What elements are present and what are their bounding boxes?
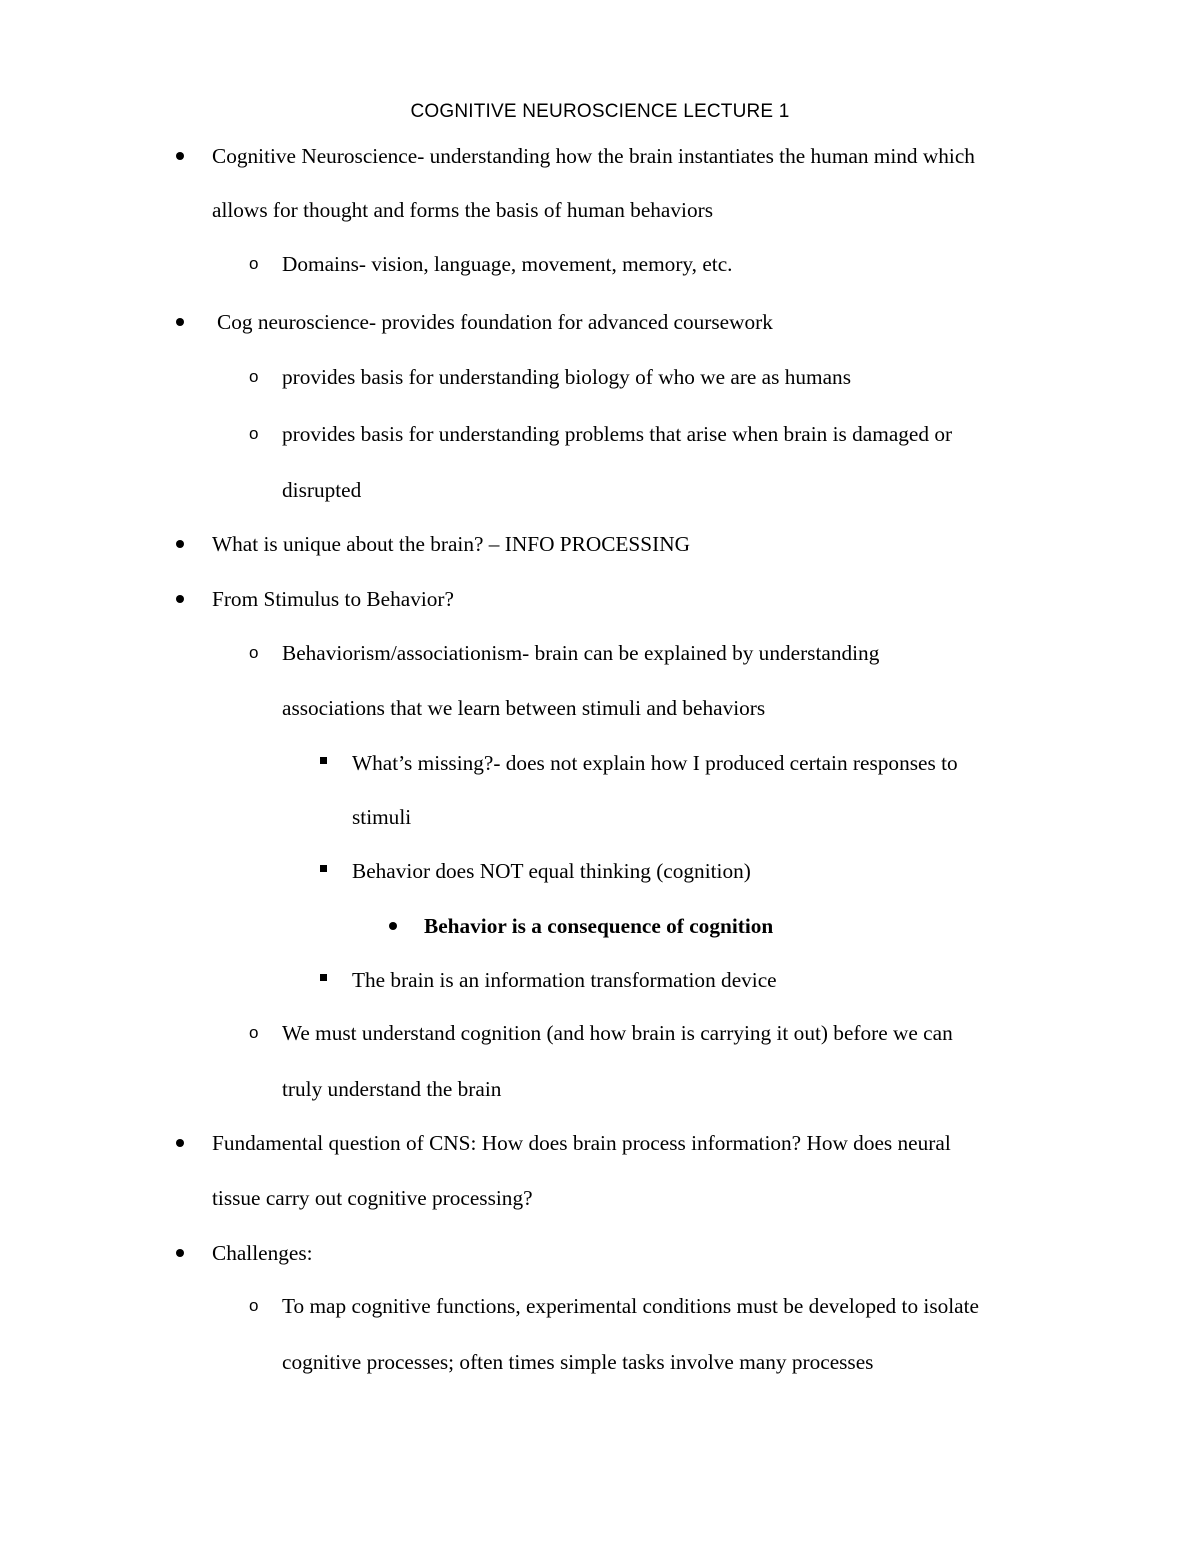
list-item-text: From Stimulus to Behavior? [212, 587, 454, 611]
list-item-text: Cognitive Neuroscience- understanding how the brain instantiates the human mind which [212, 144, 975, 168]
sub-item-text: We must understand cognition (and how brain is carrying it out) before we can [282, 1021, 953, 1045]
bullet-square-icon [320, 865, 327, 872]
sub-item-text-continued: cognitive processes; often times simple tasks involve many processes [282, 1350, 874, 1374]
list-item-text: Cog neuroscience- provides foundation for advanced coursework [217, 310, 773, 334]
bullet-circle-icon: o [249, 1296, 259, 1315]
bullet-circle-icon: o [249, 424, 259, 443]
list-item-text: Fundamental question of CNS: How does brain process information? How does neural [212, 1131, 951, 1155]
sub-item-text-continued: truly understand the brain [282, 1077, 502, 1101]
list-item-text: What is unique about the brain? – INFO PROCESSING [212, 532, 690, 556]
sub-sub-item-text: What’s missing?- does not explain how I produced certain responses to [352, 751, 958, 775]
bullet-circle-icon: o [249, 254, 259, 273]
sub-sub-item-text: Behavior does NOT equal thinking (cognition) [352, 859, 751, 883]
sub-item-text-continued: associations that we learn between stimuli and behaviors [282, 696, 766, 720]
sub-item-text: Domains- vision, language, movement, memory, etc. [282, 252, 733, 276]
sub-item-text: Behaviorism/associationism- brain can be explained by understanding [282, 641, 880, 665]
bullet-dot-icon [176, 595, 184, 603]
bullet-dot-icon [176, 1139, 184, 1147]
list-item-text: Challenges: [212, 1241, 313, 1265]
sub-item-text-continued: disrupted [282, 478, 362, 502]
bullet-circle-icon: o [249, 367, 259, 386]
sub-item-text: provides basis for understanding problems that arise when brain is damaged or [282, 422, 953, 446]
emphasis-item-text: Behavior is a consequence of cognition [424, 914, 774, 938]
sub-sub-item-text: The brain is an information transformation device [352, 968, 777, 992]
bullet-square-icon [320, 974, 327, 981]
bullet-dot-icon [176, 540, 184, 548]
bullet-circle-icon: o [249, 1023, 259, 1042]
sub-sub-item-text-continued: stimuli [352, 805, 412, 829]
bullet-dot-icon [389, 922, 397, 930]
bullet-dot-icon [176, 318, 184, 326]
sub-item-text: provides basis for understanding biology of who we are as humans [282, 365, 851, 389]
sub-item-text: To map cognitive functions, experimental conditions must be developed to isolate [282, 1294, 980, 1318]
bullet-dot-icon [176, 1249, 184, 1257]
bullet-square-icon [320, 757, 327, 764]
bullet-dot-icon [176, 152, 184, 160]
bullet-circle-icon: o [249, 643, 259, 662]
list-item-text-continued: allows for thought and forms the basis of human behaviors [212, 198, 713, 222]
list-item-text-continued: tissue carry out cognitive processing? [212, 1186, 533, 1210]
page-title: COGNITIVE NEUROSCIENCE LECTURE 1 [410, 101, 790, 122]
